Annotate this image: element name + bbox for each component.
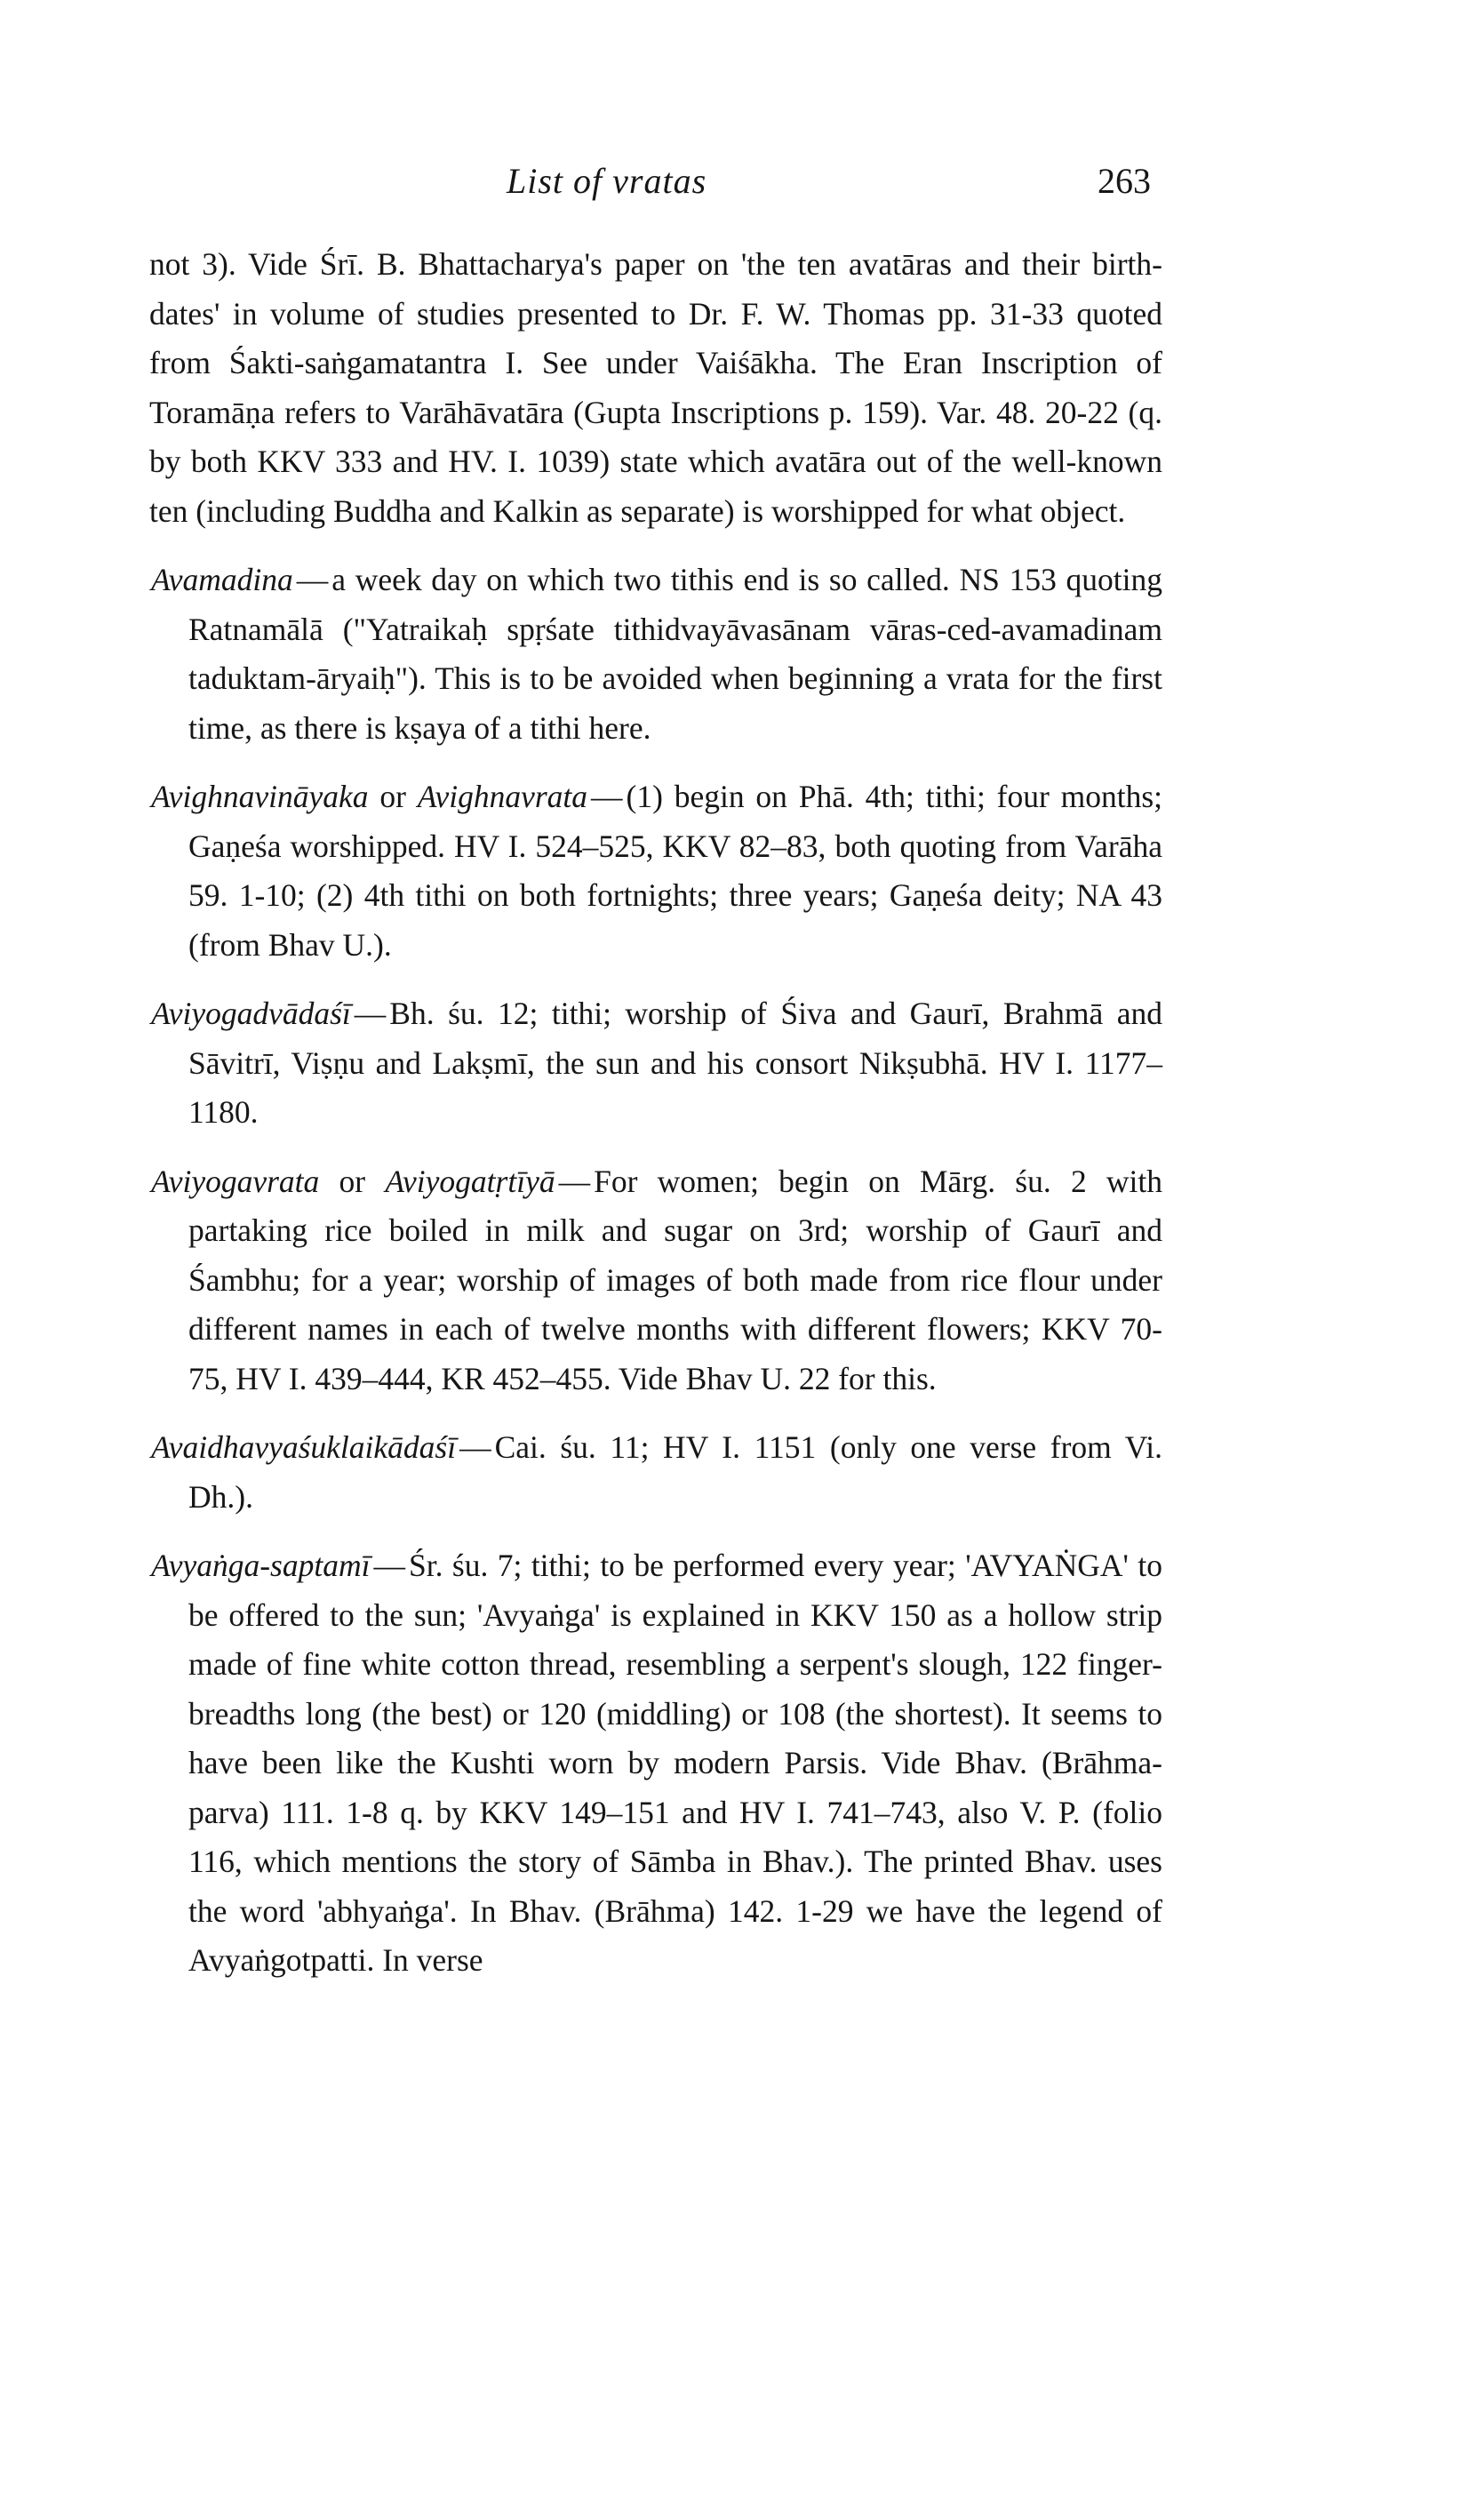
em-dash: — (296, 562, 329, 597)
entry-connector: or (379, 779, 406, 814)
entry-text: (1) begin on Phā. 4th; tithi; four months; Gaṇeśa worshipped. HV I. 524–525, KKV 82–83, both quoting from Varāha 59. 1-10; (2) 4th tithi on both fortnights; three years; Gaṇeśa deity; NA 43 (from Bhav U.). (188, 779, 1162, 963)
entry-headword: Aviyogavrata (151, 1163, 320, 1199)
entry-headword-alt: Aviyogatṛtīyā (385, 1163, 555, 1199)
entry-aviyogadvadasi (149, 989, 1162, 1138)
continued-paragraph: not 3). Vide Śrī. B. Bhattacharya's paper on 'the ten avatāras and their birth-dates' in volume of studies presented to Dr. F. W. Thomas pp. 31-33 quoted from Śakti-saṅgamatantra I. See under Vaiśākha. The Eran Inscription of Toramāṇa refers to Varāhāvatāra (Gupta Inscriptions p. 159). Var. 48. 20-22 (q. by both KKV 333 and HV. I. 1039) state which avatāra out of the well-known ten (including Buddha and Kalkin as separate) is worshipped for what object. (149, 246, 1162, 529)
em-dash: — (558, 1163, 591, 1199)
entry-text: Bh. śu. 12; tithi; worship of Śiva and Gaurī, Brahmā and Sāvitrī, Viṣṇu and Lakṣmī, the sun and his consort Nikṣubhā. HV I. 1177–1180. (188, 996, 1162, 1130)
em-dash: — (373, 1548, 405, 1583)
body-text (149, 240, 1162, 1986)
em-dash: — (354, 996, 387, 1031)
entry-aviyogavrata (149, 1157, 1162, 1404)
entry-headword: Avamadina (151, 562, 293, 597)
entry-headword-alt: Avighnavrata (417, 779, 587, 814)
em-dash: — (459, 1429, 491, 1465)
entry-avaidhavyasuklaikadasi (149, 1423, 1162, 1522)
entry-text: Cai. śu. 11; HV I. 1151 (only one verse from Vi. Dh.). (188, 1429, 1162, 1515)
entry-headword: Aviyogadvādaśī (151, 996, 351, 1031)
entry-headword: Avyaṅga-saptamī (151, 1548, 371, 1583)
entry-text: a week day on which two tithis end is so called. NS 153 quoting Ratnamālā ("Yatraikaḥ spṛśate tithidvayāvasānam vāras-ced-avamadinam taduktam-āryaiḥ"). This is to be avoided when beginning a vrata for the first time, as there is kṣaya of a tithi here. (188, 562, 1162, 746)
entry-avamadina (149, 556, 1162, 753)
page-number: 263 (1098, 161, 1151, 201)
entry-text: Śr. śu. 7; tithi; to be performed every year; 'AVYAṄGA' to be offered to the sun; 'Avyaṅga' is explained in KKV 150 as a hollow strip made of fine white cotton thread, resembling a serpent's slough, 122 finger-breadths long (the best) or 120 (middling) or 108 (the shortest). It seems to have been like the Kushti worn by modern Parsis. Vide Bhav. (Brāhma-parva) 111. 1-8 q. by KKV 149–151 and HV I. 741–743, also V. P. (folio 116, which mentions the story of Sāmba in Bhav.). The printed Bhav. uses the word 'abhyaṅga'. In Bhav. (Brāhma) 142. 1-29 we have the legend of Avyaṅgotpatti. In verse (188, 1548, 1162, 1978)
entry-avighnavinayaka (149, 772, 1162, 970)
entry-headword: Avaidhavyaśuklaikādaśī (151, 1429, 457, 1465)
entry-text: For women; begin on Mārg. śu. 2 with partaking rice boiled in milk and sugar on 3rd; worship of Gaurī and Śambhu; for a year; worship of images of both made from rice flour under different names in each of twelve months with different flowers; KKV 70-75, HV I. 439–444, KR 452–455. Vide Bhav U. 22 for this. (188, 1163, 1163, 1396)
entry-headword: Avighnavināyaka (151, 779, 369, 814)
entry-connector: or (339, 1163, 366, 1199)
em-dash: — (591, 779, 623, 814)
running-head (0, 160, 1469, 204)
running-title: List of vratas (507, 161, 707, 201)
entry-avyanga-saptami (149, 1541, 1162, 1986)
